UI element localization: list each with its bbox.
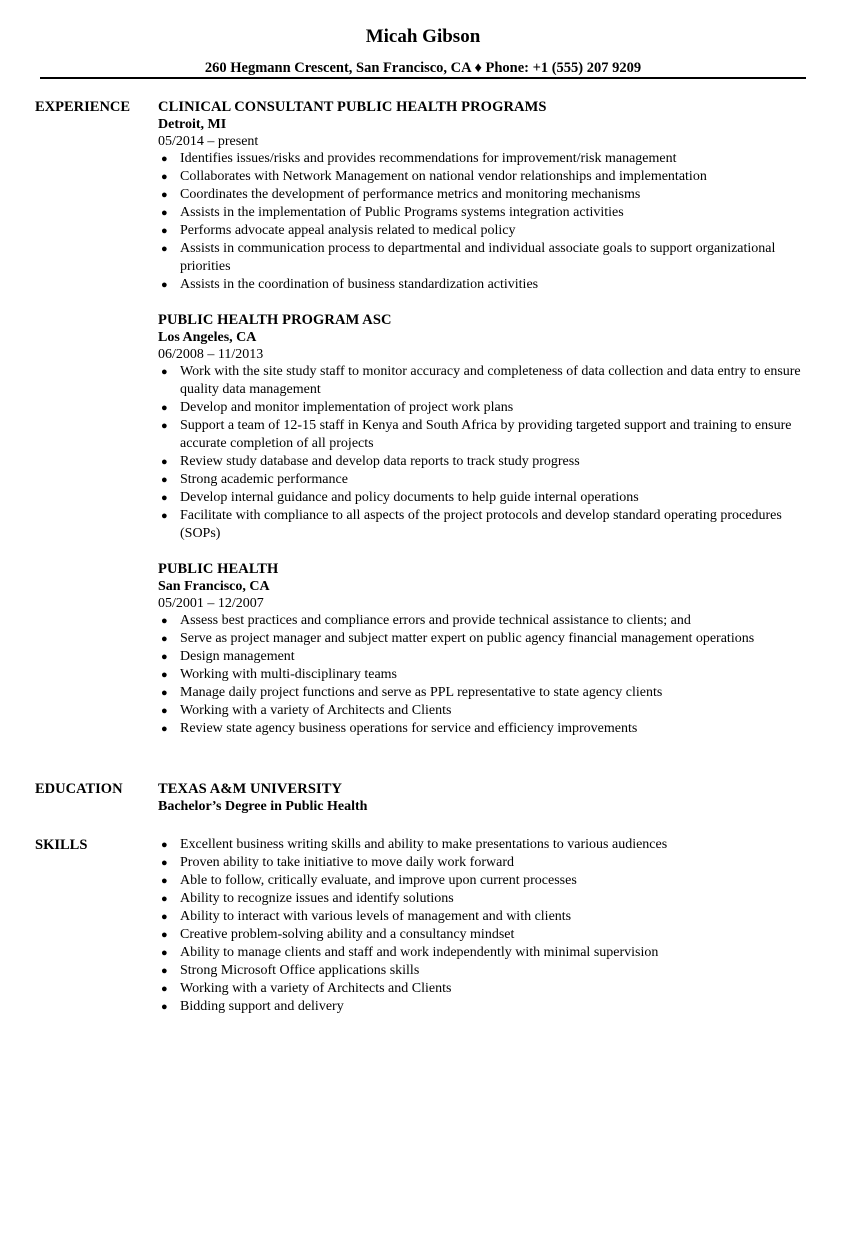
bullet-item: ● Performs advocate appeal analysis related to medical policy (161, 223, 516, 238)
bullet-icon: ● (161, 225, 168, 237)
bullet-icon: ● (161, 279, 168, 291)
bullet-icon: ● (161, 402, 168, 414)
job-dates: 05/2001 – 12/2007 (158, 596, 264, 611)
bullet-icon: ● (161, 615, 168, 627)
job-location: San Francisco, CA (158, 579, 270, 594)
bullet-item: ● Identifies issues/risks and provides recommendations for improvement/risk management (161, 151, 677, 166)
bullet-item: ● Assists in the coordination of business standardization activities (161, 277, 539, 292)
bullet-item: ● Collaborates with Network Management on national vendor relationships and implementation (161, 169, 707, 184)
skills-body (158, 836, 808, 1016)
bullet-item: ● Assists in communication process to departmental and individual associate goals to support organizational priorities (161, 241, 776, 274)
header-divider (40, 77, 806, 79)
bullet-item: ● Develop and monitor implementation of project work plans (161, 400, 514, 415)
bullet-icon: ● (161, 633, 168, 645)
skill-item: ● Able to follow, critically evaluate, and improve upon current processes (161, 873, 577, 888)
job-location: Los Angeles, CA (158, 330, 257, 345)
job-dates: 06/2008 – 11/2013 (158, 347, 264, 362)
job-location: Detroit, MI (158, 117, 227, 132)
skill-item: ● Creative problem-solving ability and a consultancy mindset (161, 927, 515, 942)
job-title: PUBLIC HEALTH PROGRAM ASC (158, 312, 392, 328)
bullet-icon: ● (161, 669, 168, 681)
experience-body (158, 98, 808, 755)
skill-item: ● Working with a variety of Architects and Clients (161, 981, 452, 996)
skill-item: ● Ability to recognize issues and identify solutions (161, 891, 454, 906)
bullet-icon: ● (161, 207, 168, 219)
bullet-icon: ● (161, 153, 168, 165)
bullet-icon: ● (161, 420, 168, 432)
bullet-icon: ● (161, 171, 168, 183)
bullet-icon: ● (161, 947, 168, 959)
job-bullets (158, 363, 808, 543)
bullet-item: ● Work with the site study staff to monitor accuracy and completeness of data collection and data entry to ensure quality data management (161, 364, 801, 397)
bullet-icon: ● (161, 456, 168, 468)
bullet-icon: ● (161, 651, 168, 663)
bullet-item: ● Working with a variety of Architects and Clients (161, 703, 452, 718)
skill-item: ● Excellent business writing skills and ability to make presentations to various audiences (161, 837, 668, 852)
education-heading: EDUCATION (35, 781, 123, 797)
bullet-icon: ● (161, 983, 168, 995)
job-bullets (158, 150, 808, 294)
skill-item: ● Proven ability to take initiative to move daily work forward (161, 855, 514, 870)
bullet-item: ● Manage daily project functions and serve as PPL representative to state agency clients (161, 685, 663, 700)
bullet-icon: ● (161, 893, 168, 905)
bullet-icon: ● (161, 911, 168, 923)
skill-item: ● Bidding support and delivery (161, 999, 344, 1014)
skills-heading: SKILLS (35, 837, 88, 853)
job-entry (158, 98, 808, 294)
bullet-item: ● Working with multi-disciplinary teams (161, 667, 398, 682)
bullet-icon: ● (161, 723, 168, 735)
bullet-icon: ● (161, 875, 168, 887)
bullet-item: ● Review study database and develop data reports to track study progress (161, 454, 580, 469)
bullet-item: ● Coordinates the development of performance metrics and monitoring mechanisms (161, 187, 641, 202)
job-bullets (158, 612, 808, 738)
bullet-icon: ● (161, 366, 168, 378)
skill-item: ● Strong Microsoft Office applications skills (161, 963, 420, 978)
bullet-item: ● Assists in the implementation of Public Programs systems integration activities (161, 205, 624, 220)
bullet-icon: ● (161, 1001, 168, 1013)
bullet-icon: ● (161, 929, 168, 941)
job-title: CLINICAL CONSULTANT PUBLIC HEALTH PROGRAMS (158, 99, 547, 115)
bullet-icon: ● (161, 965, 168, 977)
bullet-item: ● Serve as project manager and subject matter expert on public agency financial management operations (161, 631, 755, 646)
job-entry (158, 311, 808, 543)
job-dates: 05/2014 – present (158, 134, 259, 149)
bullet-item: ● Facilitate with compliance to all aspects of the project protocols and develop standard operating procedures (SOPs) (161, 508, 782, 541)
school-name: TEXAS A&M UNIVERSITY (158, 781, 343, 797)
bullet-icon: ● (161, 857, 168, 869)
bullet-icon: ● (161, 510, 168, 522)
bullet-icon: ● (161, 705, 168, 717)
bullet-icon: ● (161, 492, 168, 504)
skills-list (158, 836, 808, 1016)
bullet-item: ● Design management (161, 649, 295, 664)
bullet-icon: ● (161, 839, 168, 851)
bullet-item: ● Assess best practices and compliance errors and provide technical assistance to clients; and (161, 613, 691, 628)
bullet-icon: ● (161, 189, 168, 201)
contact-line: 260 Hegmann Crescent, San Francisco, CA ♦ Phone: +1 (555) 207 9209 (204, 60, 642, 76)
bullet-item: ● Review state agency business operations for service and efficiency improvements (161, 721, 638, 736)
bullet-item: ● Support a team of 12-15 staff in Kenya and South Africa by providing targeted support and training to ensure accurate completion of all projects (161, 418, 792, 451)
bullet-icon: ● (161, 243, 168, 255)
bullet-item: ● Strong academic performance (161, 472, 348, 487)
bullet-item: ● Develop internal guidance and policy documents to help guide internal operations (161, 490, 639, 505)
job-entry (158, 560, 808, 738)
degree: Bachelor’s Degree in Public Health (158, 799, 368, 814)
skill-item: ● Ability to interact with various levels of management and with clients (161, 909, 572, 924)
experience-heading: EXPERIENCE (35, 99, 131, 115)
skill-item: ● Ability to manage clients and staff and work independently with minimal supervision (161, 945, 659, 960)
bullet-icon: ● (161, 474, 168, 486)
bullet-icon: ● (161, 687, 168, 699)
education-body (158, 780, 808, 816)
job-title: PUBLIC HEALTH (158, 561, 279, 577)
candidate-name: Micah Gibson (365, 26, 481, 47)
